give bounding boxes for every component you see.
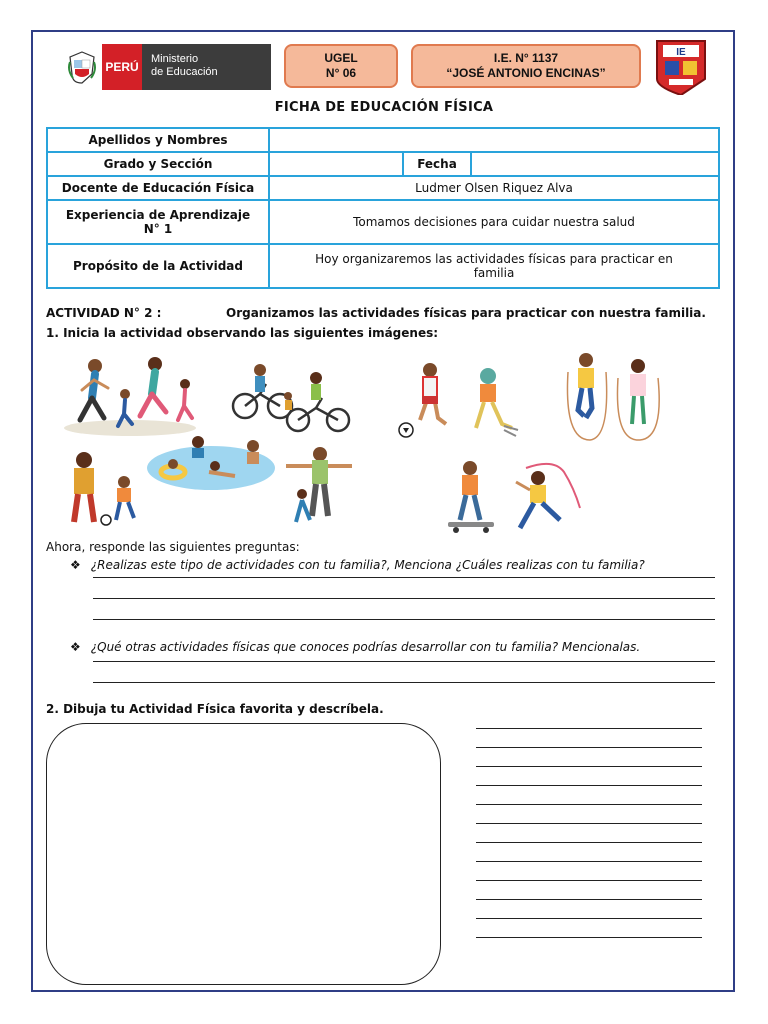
purpose-value-line2: familia <box>473 266 515 280</box>
experience-label <box>47 200 269 244</box>
diamond-bullet-icon: ❖ <box>70 558 81 572</box>
teacher-value: Ludmer Olsen Riquez Alva <box>269 176 719 200</box>
question-2-text: ¿Qué otras actividades físicas que conoces podrías desarrollar con tu familia? Mencionalas. <box>90 640 641 654</box>
coat-of-arms-icon <box>62 44 102 90</box>
school-line2: “JOSÉ ANTONIO ENCINAS” <box>446 66 606 80</box>
ministry-line2: de Educación <box>151 66 218 78</box>
step2-instruction: 2. Dibuja tu Actividad Física favorita y descríbela. <box>46 702 384 716</box>
family-cycling-icon <box>230 356 355 436</box>
description-line[interactable] <box>476 766 702 767</box>
svg-text:IE: IE <box>676 47 686 58</box>
date-field[interactable] <box>471 152 719 176</box>
description-line[interactable] <box>476 804 702 805</box>
family-running-icon <box>60 350 200 436</box>
stretching-icon <box>282 446 356 530</box>
student-info-table <box>46 127 720 289</box>
activity-label: ACTIVIDAD N° 2 : <box>46 306 162 320</box>
description-line[interactable] <box>476 842 702 843</box>
answer-line[interactable] <box>93 661 715 662</box>
description-line[interactable] <box>476 823 702 824</box>
question-1 <box>70 558 645 572</box>
names-label: Apellidos y Nombres <box>47 128 269 152</box>
question-1-text: ¿Realizas este tipo de actividades con tu familia?, Menciona ¿Cuáles realizas con tu familia? <box>90 558 645 572</box>
description-line[interactable] <box>476 728 702 729</box>
questions-prompt: Ahora, responde las siguientes preguntas: <box>46 540 300 554</box>
description-line[interactable] <box>476 785 702 786</box>
father-son-soccer-icon <box>58 446 148 530</box>
purpose-value-line1: Hoy organizaremos las actividades físicas para practicar en <box>315 252 673 266</box>
school-box <box>411 44 641 88</box>
ugel-line1: UGEL <box>324 51 358 65</box>
diamond-bullet-icon: ❖ <box>70 640 81 654</box>
ministry-line1: Ministerio <box>151 53 199 65</box>
page-title: FICHA DE EDUCACIÓN FÍSICA <box>274 100 494 115</box>
school-line1: I.E. N° 1137 <box>493 51 559 65</box>
school-badge-icon <box>655 39 707 95</box>
activity-heading <box>46 306 726 320</box>
experience-value: Tomamos decisiones para cuidar nuestra salud <box>269 200 719 244</box>
ugel-line2: N° 06 <box>325 66 357 80</box>
description-line[interactable] <box>476 937 702 938</box>
ugel-box <box>284 44 398 88</box>
jump-rope-kids-icon <box>560 350 670 445</box>
description-line[interactable] <box>476 880 702 881</box>
grade-field[interactable] <box>269 152 403 176</box>
skateboard-ribbon-icon <box>434 458 584 542</box>
purpose-value <box>269 244 719 288</box>
ministry-logo <box>62 44 271 90</box>
drawing-area[interactable] <box>46 723 441 985</box>
names-field[interactable] <box>269 128 719 152</box>
activity-text: Organizamos las actividades físicas para practicar con nuestra familia. <box>226 306 706 320</box>
answer-line[interactable] <box>93 682 715 683</box>
description-line[interactable] <box>476 918 702 919</box>
date-label: Fecha <box>403 152 471 176</box>
description-line[interactable] <box>476 861 702 862</box>
answer-line[interactable] <box>93 598 715 599</box>
peru-label: PERÚ <box>102 44 142 90</box>
experience-label-line1: Experiencia de Aprendizaje <box>65 208 251 222</box>
answer-line[interactable] <box>93 577 715 578</box>
description-line[interactable] <box>476 747 702 748</box>
grade-label: Grado y Sección <box>47 152 269 176</box>
family-swimming-icon <box>143 428 278 496</box>
soccer-kids-icon <box>392 358 520 442</box>
purpose-label: Propósito de la Actividad <box>47 244 269 288</box>
teacher-label: Docente de Educación Física <box>47 176 269 200</box>
step1-instruction: 1. Inicia la actividad observando las siguientes imágenes: <box>46 326 439 340</box>
answer-line[interactable] <box>93 619 715 620</box>
description-line[interactable] <box>476 899 702 900</box>
experience-label-line2: N° 1 <box>143 222 173 236</box>
question-2 <box>70 640 640 654</box>
ministry-name <box>142 44 271 90</box>
